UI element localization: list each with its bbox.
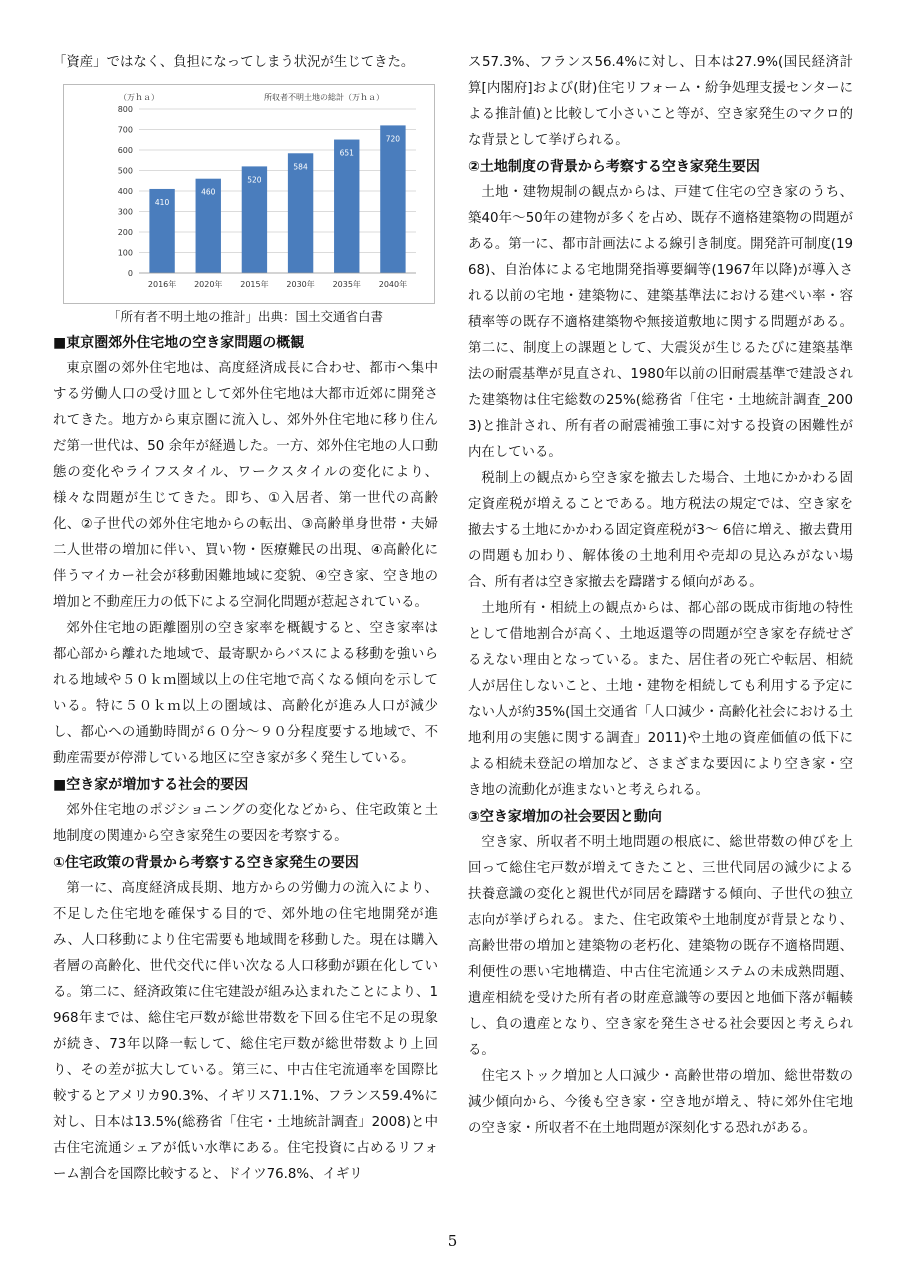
x-tick-label: 2040年 [378, 280, 408, 289]
y-tick-label: 300 [117, 207, 133, 217]
paragraph: 郊外住宅地のポジショニングの変化などから、住宅政策と土地制度の関連から空き家発生の要因を考察する。 [53, 803, 438, 844]
x-tick-label: 2035年 [332, 280, 361, 289]
section-heading: ■東京圏郊外住宅地の空き家問題の概観 [53, 335, 305, 351]
section-heading: ■空き家が増加する社会的要因 [53, 777, 249, 793]
paragraph: 東京圏の郊外住宅地は、高度経済成長に合わせ、都市へ集中する労働人口の受け皿として郊外住宅地は大都市近郊に開発されてきた。地方から東京圏に流入し、郊外外住宅地に移り住んだ第一世代は、50 余年が経過した。一方、郊外住宅地の人口動態の変化やライフスタイル、ワークスタイルの変化により、様々な問題が生じてきた。即ち、①入居者、第一世代の高齢化、②子世代の郊外住宅地からの転出、③高齢単身世帯・夫婦二人世帯の増加に伴い、買い物・医療難民の出現、④高齢化に伴うマイカー社会が移動困難地域に変貌、④空き家、空き地の増加と不動産圧力の低下による空洞化問題が惹起されている。 [53, 361, 438, 610]
data-label: 651 [339, 148, 354, 158]
paragraph: 郊外住宅地の距離圏別の空き家率を概観すると、空き家率は都心部から離れた地域で、最寄駅からバスによる移動を強いられる地域や５０ｋｍ圏域以上の住宅地で高くなる傾向を示している。特に５０ｋｍ以上の圏域は、高齢化が進み人口が減少し、都心への通勤時間が６０分～９０分程度要する地域で、不動産需要が停滞している地区に空き家が多く発生している。 [53, 621, 438, 766]
data-label: 410 [154, 197, 170, 207]
x-tick-label: 2030年 [286, 280, 315, 289]
y-tick-label: 500 [117, 166, 133, 176]
chart [63, 84, 435, 304]
paragraph: ス57.3%、フランス56.4%に対し、日本は27.9%(国民経済計算[内閣府]および(財)住宅リフォーム・紛争処理支援センターによる推計値)と比較して小さいこと等が、空き家発生のマクロ的な背景として挙げられる。 [468, 55, 853, 148]
paragraph: 空き家、所収者不明土地問題の根底に、総世帯数の伸びを上回って総住宅戸数が増えてきたこと、三世代同居の減少による扶養意識の変化と親世代が同居を躊躇する傾向、子世代の独立志向が挙げられる。また、住宅政策や土地制度が背景となり、高齢世帯の増加と建築物の老朽化、建築物の既存不適格問題、利便性の悪い宅地構造、中古住宅流通システムの未成熟問題、遺産相続を受けた所有者の財産意識等の要因と地価下落が輻輳し、負の遺産となり、空き家を発生させる社会要因と考えられる。 [468, 835, 853, 1058]
data-label: 460 [201, 187, 216, 197]
chart-title: 所収者不明土地の総計（万ｈａ） [264, 93, 384, 102]
page-number: 5 [447, 1232, 458, 1250]
y-tick-label: 700 [117, 125, 133, 135]
subsection-heading: ③空き家増加の社会要因と動向 [468, 809, 662, 825]
paragraph: 住宅ストック増加と人口減少・高齢世帯の増加、総世帯数の減少傾向から、今後も空き家・空き地が増え、特に郊外住宅地の空き家・所収者不在土地問題が深刻化する恐れがある。 [468, 1069, 853, 1136]
right-column [468, 50, 853, 1142]
y-tick-label: 100 [117, 248, 133, 258]
paragraph: 土地・建物規制の観点からは、戸建て住宅の空き家のうち、築40年～50年の建物が多くを占め、既存不適格建築物の問題がある。第一に、都市計画法による線引き制度。開発許可制度(1968)、自治体による宅地開発指導要綱等(1967年以降)が導入される以前の宅地・建築物に、建築基準法における建ぺい率・容積率等の既存不適格建築物や無接道敷地に関する問題がある。第二に、制度上の課題として、大震災が生じるたびに建築基準法の耐震基準が見直され、1980年以前の旧耐震基準で建設された建築物は住宅総数の25%(総務省「住宅・土地統計調査_2003)と推計され、所有者の耐震補強工事に対する投資の困難性が内在している。 [468, 185, 853, 460]
data-label: 720 [385, 134, 401, 144]
data-label: 584 [293, 162, 308, 172]
subsection-heading: ②土地制度の背景から考察する空き家発生要因 [468, 159, 760, 175]
chart-unit-label: （万ｈａ） [119, 93, 159, 102]
bar [380, 125, 405, 273]
x-tick-label: 2020年 [194, 280, 223, 289]
x-tick-label: 2015年 [240, 280, 269, 289]
left-column [53, 50, 438, 1188]
y-tick-label: 800 [117, 105, 133, 114]
intro-text: 「資産」ではなく、負担になってしまう状況が生じてきた。 [53, 55, 415, 70]
y-tick-label: 400 [117, 187, 133, 196]
chart-caption: 「所有者不明土地の推計」出典：国土交通省白書 [107, 309, 383, 324]
paragraph: 税制上の観点から空き家を撤去した場合、土地にかかわる固定資産税が増えることである。地方税法の規定では、空き家を撤去する土地にかかわる固定資産税が3～ 6倍に増え、撤去費用の問題も加わり、解体後の土地利用や売却の見込みがない場合、所有者は空き家撤去を躊躇する傾向がある。 [468, 471, 853, 590]
x-tick-label: 2016年 [147, 280, 177, 289]
y-tick-label: 600 [117, 146, 133, 155]
paragraph: 第一に、高度経済成長期、地方からの労働力の流入により、不足した住宅地を確保する目的で、郊外地の住宅地開発が進み、人口移動により住宅需要も地域間を移動した。現在は購入者層の高齢化、世代交代に伴い次なる人口移動が顕在化している。第二に、経済政策に住宅建設が組み込まれたことにより、1968年までは、総住宅戸数が総世帯数を下回る住宅不足の現象が続き、73年以降一転して、総住宅戸数が総世帯数より上回り、その差が拡大している。第三に、中古住宅流通率を国際比較するとアメリカ90.3%、イギリス71.1%、フランス59.4%に対し、日本は13.5%(総務省「住宅・土地統計調査」2008)と中古住宅流通シェアが低い水準にある。住宅投資に占めるリフォーム割合を国際比較すると、ドイツ76.8%、イギリ [53, 881, 438, 1182]
subsection-heading: ①住宅政策の背景から考察する空き家発生の要因 [53, 855, 359, 871]
bar-chart [64, 85, 434, 303]
y-tick-label: 0 [127, 269, 133, 278]
bar [334, 140, 359, 273]
y-tick-label: 200 [117, 228, 133, 237]
data-label: 520 [247, 175, 262, 185]
paragraph: 土地所有・相続上の観点からは、都心部の既成市街地の特性として借地割合が高く、土地返還等の問題が空き家を存続せざるえない理由となっている。また、居住者の死亡や転居、相続人が居住しないこと、土地・建物を相続しても利用する予定にない人が約35%(国土交通省「人口減少・高齢化社会における土地利用の実態に関する調査」2011)や土地の資産価値の低下による相続未登記の増加など、さまざまな要因により空き家・空き地の流動化が進まないと考えられる。 [468, 601, 853, 798]
